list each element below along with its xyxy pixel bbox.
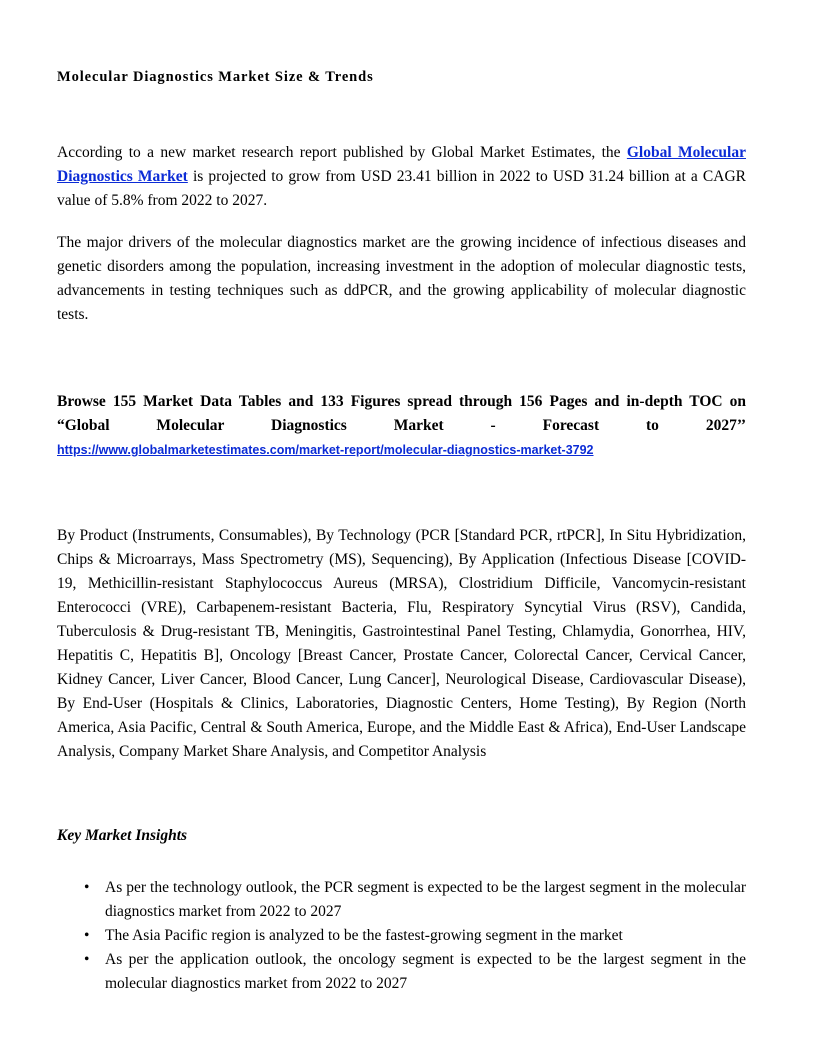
insights-list [57,876,746,996]
key-market-insights-heading: Key Market Insights [57,827,188,844]
bullet-icon: • [84,879,90,896]
intro-paragraph [57,141,746,213]
bullet-icon: • [84,951,90,968]
intro-text-after: is projected to grow from USD 23.41 billion in 2022 to USD 31.24 billion at a CAGR value of 5.8% from 2022 to 2027. [57,168,746,209]
global-molecular-diagnostics-market-link[interactable]: Global Molecular Diagnostics Market [57,144,746,185]
list-item [57,948,746,996]
list-item [57,876,746,924]
insight-text: The Asia Pacific region is analyzed to be the fastest-growing segment in the market [105,927,623,944]
insight-text: As per the technology outlook, the PCR segment is expected to be the largest segment in the molecular diagnostics market from 2022 to 2027 [105,879,746,920]
intro-text-before: According to a new market research report published by Global Market Estimates, the [57,144,627,161]
list-item [57,924,746,948]
segments-paragraph: By Product (Instruments, Consumables), By Technology (PCR [Standard PCR, rtPCR], In Situ Hybridization, Chips & Microarrays, Mass Spectrometry (MS), Sequencing), By Application (Infectious Disease [COVID-19, Methicillin-resistant Staphylococcus Aureus (MRSA), Clostridium Difficile, Vancomycin-resistant Enterococci (VRE), Carbapenem-resistant Bacteria, Flu, Respiratory Syncytial Virus (RSV), Candida, Tuberculosis & Drug-resistant TB, Meningitis, Gastrointestinal Panel Testing, Chlamydia, Gonorrhea, HIV, Hepatitis C, Hepatitis B], Oncology [Breast Cancer, Prostate Cancer, Colorectal Cancer, Cervical Cancer, Kidney Cancer, Liver Cancer, Blood Cancer, Lung Cancer], Neurological Disease, Cardiovascular Disease), By End-User (Hospitals & Clinics, Laboratories, Diagnostic Centers, Home Testing), By Region (North America, Asia Pacific, Central & South America, Europe, and the Middle East & Africa), End-User Landscape Analysis, Company Market Share Analysis, and Competitor Analysis [57,527,746,760]
page-title: Molecular Diagnostics Market Size & Trends [57,69,374,85]
report-url-link[interactable]: https://www.globalmarketestimates.com/market-report/molecular-diagnostics-market-3792 [57,443,594,457]
drivers-paragraph: The major drivers of the molecular diagnostics market are the growing incidence of infectious diseases and genetic disorders among the population, increasing investment in the adoption of molecular diagnostic tests, advancements in testing techniques such as ddPCR, and the growing applicability of molecular diagnostic tests. [57,234,746,323]
bullet-icon: • [84,927,90,944]
insight-text: As per the application outlook, the oncology segment is expected to be the largest segment in the molecular diagnostics market from 2022 to 2027 [105,951,746,992]
browse-report-text: Browse 155 Market Data Tables and 133 Figures spread through 156 Pages and in-depth TOC on “Global Molecular Diagnostics Market - Forecast to 2027’’ [57,393,746,434]
